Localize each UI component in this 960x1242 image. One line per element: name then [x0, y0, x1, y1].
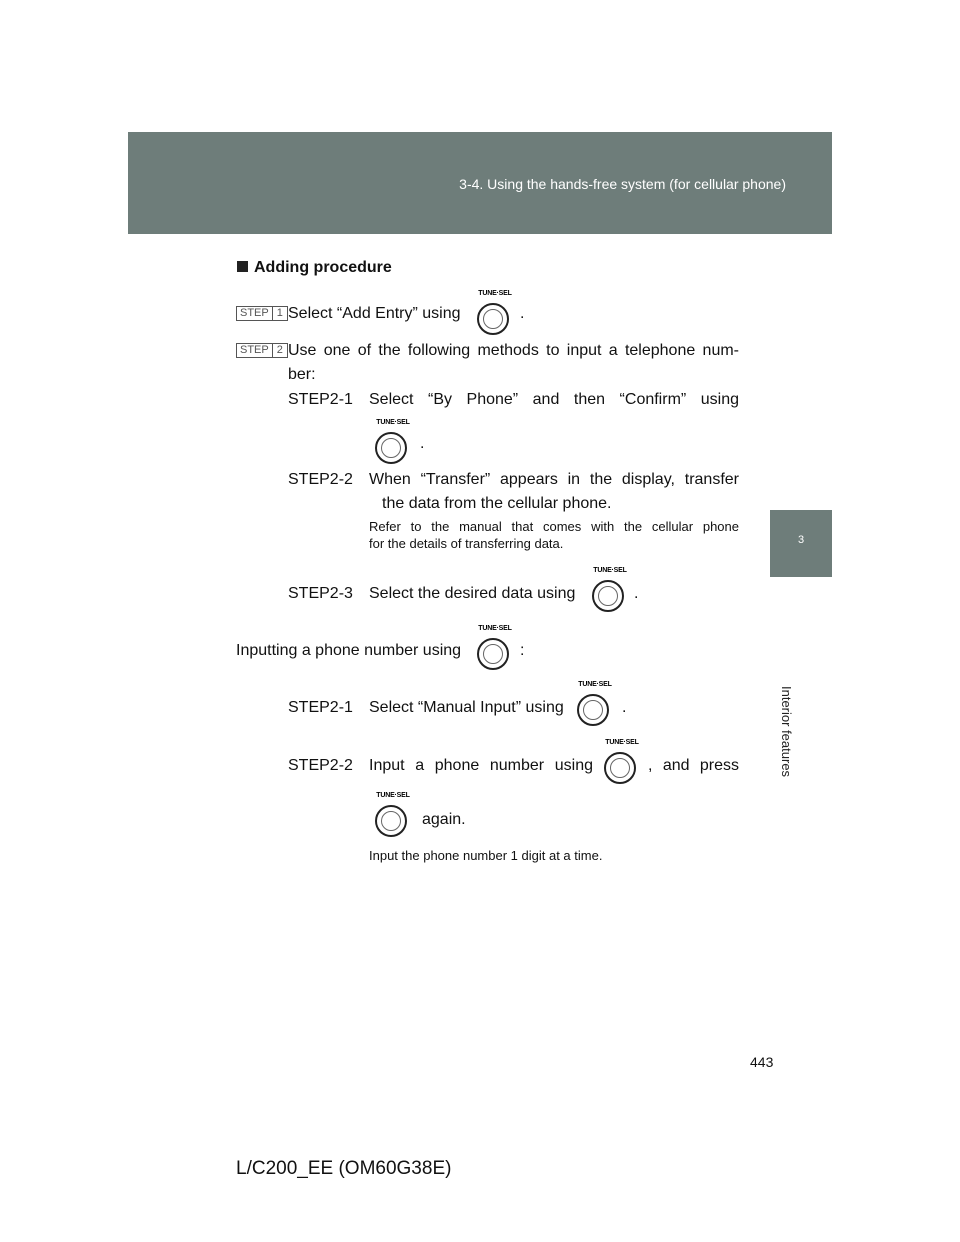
sub-step-id: STEP2-1: [288, 391, 353, 408]
sub-step-text: Select “By Phone” and then “Confirm” using: [369, 391, 739, 408]
sub-step-id: STEP2-3: [288, 585, 353, 602]
sub-step-note: Input the phone number 1 digit at a time.: [369, 848, 603, 863]
side-tab: [770, 510, 832, 577]
tune-sel-knob-icon: TUNE·SEL: [371, 419, 415, 467]
step-2-line2: ber:: [288, 366, 316, 383]
sub-step-end: .: [634, 585, 639, 602]
tune-sel-knob-icon: TUNE·SEL: [573, 681, 617, 729]
step-1-end: .: [520, 305, 525, 322]
chapter-title: 3-4. Using the hands-free system (for cellular phone): [459, 176, 786, 192]
side-label: [770, 580, 832, 778]
document-code: L/C200_EE (OM60G38E): [236, 1158, 452, 1179]
square-bullet-icon: [237, 261, 248, 272]
sub-step-end: , and press: [648, 757, 739, 774]
tune-sel-knob-icon: TUNE·SEL: [473, 625, 517, 673]
sub-step-text: Input a phone number using: [369, 757, 593, 774]
chapter-label: Interior features: [779, 686, 794, 778]
step-1-badge: [236, 306, 288, 321]
sub-step-again: again.: [422, 811, 466, 828]
page-number: 443: [750, 1054, 774, 1070]
step-badge-number: 1: [276, 307, 283, 319]
tune-sel-knob-icon: TUNE·SEL: [600, 739, 644, 787]
sub-step-end: .: [622, 699, 627, 716]
sub-step-id: STEP2-1: [288, 699, 353, 716]
sub-step-id: STEP2-2: [288, 471, 353, 488]
sub-step-note-cont: for the details of transferring data.: [369, 536, 564, 551]
tune-sel-knob-icon: TUNE·SEL: [371, 792, 415, 840]
chapter-number: 3: [797, 534, 805, 546]
chapter-header: [128, 132, 832, 234]
sub-step-text: Select “Manual Input” using: [369, 699, 564, 716]
tune-sel-knob-icon: TUNE·SEL: [473, 290, 517, 338]
sub-step-text-cont: the data from the cellular phone.: [382, 495, 612, 512]
manual-intro: Inputting a phone number using: [236, 642, 462, 659]
sub-step-end: .: [420, 435, 425, 452]
step-badge-label: STEP: [237, 344, 273, 357]
sub-step-id: STEP2-2: [288, 757, 353, 774]
step-2-line1: Use one of the following methods to input a telephone num-: [288, 342, 739, 359]
step-2-badge: [236, 343, 288, 358]
tune-sel-knob-icon: TUNE·SEL: [588, 567, 632, 615]
manual-intro-end: :: [520, 642, 525, 659]
section-heading: Adding procedure: [254, 259, 392, 276]
sub-step-text: Select the desired data using: [369, 585, 576, 602]
sub-step-text: When “Transfer” appears in the display, transfer: [369, 471, 739, 488]
step-badge-label: STEP: [237, 307, 273, 320]
step-badge-number: 2: [276, 344, 283, 356]
sub-step-note: Refer to the manual that comes with the cellular phone: [369, 519, 739, 534]
step-1-text: Select “Add Entry” using: [288, 305, 461, 322]
